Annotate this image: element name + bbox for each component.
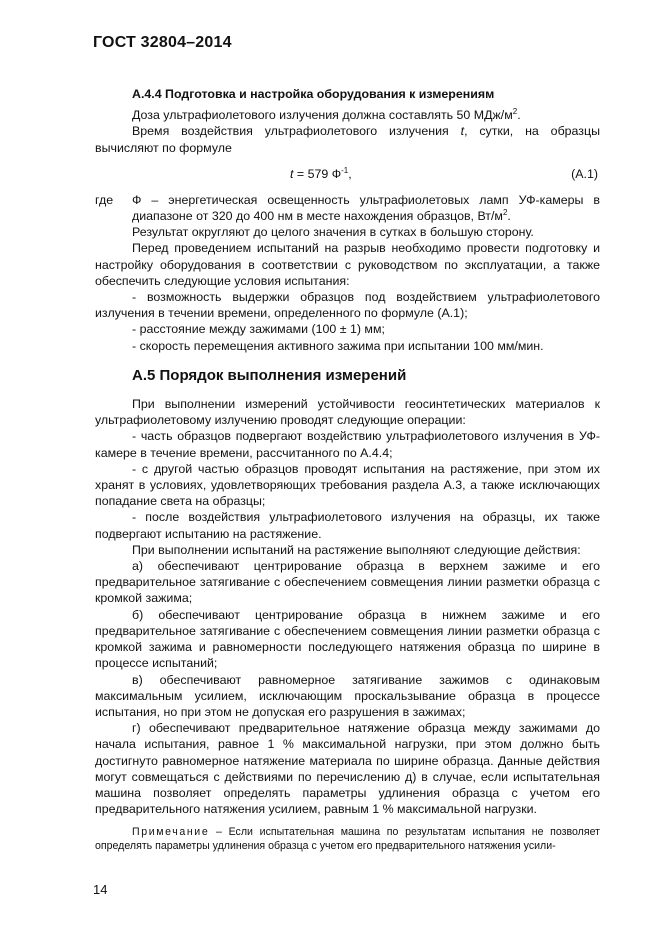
paragraph: При выполнении измерений устойчивости геосинтетических материалов к ультрафиолетовому излучению проводят следующие операции: — [95, 397, 600, 428]
list-item: - скорость перемещения активного зажима при испытании 100 мм/мин. — [132, 338, 544, 353]
list-item: - после воздействия ультрафиолетового излучения на образцы, их также подвергают испытанию на растяжение. — [95, 510, 600, 541]
where-word: где — [95, 192, 114, 207]
note-label: Примечание — [132, 826, 210, 839]
list-item: - часть образцов подвергают воздействию ультрафиолетового излучения в УФ-камере в течение времени, рассчитанного по А.4.4; — [95, 429, 600, 460]
paragraph: Время воздействия ультрафиолетового излучения t, сутки, на образцы вычисляют по формуле — [95, 124, 600, 155]
list-item: - возможность выдержки образцов под воздействием ультрафиолетового излучения в течении времени, определенного по формуле (А.1); — [95, 290, 600, 321]
enum-item-a: а) обеспечивают центрирование образца в верхнем зажиме и его предварительное затягивание с обеспечением совмещения линии разметки образца с кромкой зажима; — [95, 559, 600, 606]
formula-legend — [95, 192, 600, 224]
section-heading-a44: А.4.4 Подготовка и настройка оборудования к измерениям — [132, 87, 495, 101]
formula-line — [95, 166, 600, 182]
paragraph: При выполнении испытаний на растяжение выполняют следующие действия: — [132, 542, 581, 557]
page-body — [95, 86, 600, 853]
formula: t = 579 $Ф^{-1}$, — [290, 165, 352, 181]
paragraph: Перед проведением испытаний на разрыв необходимо провести подготовку и настройку оборудования в соответствии с руководством по эксплуатации, а также обеспечить следующие условия испытания: — [95, 241, 600, 288]
paragraph: Доза ультрафиолетового излучения должна составлять 50 МДж/$м^2$. — [132, 107, 521, 123]
note — [95, 825, 600, 853]
note-text: – Если испытательная машина по результатам испытания не позволяет определять параметры удлинения образца с учетом его предварительного натяжения усили- — [95, 826, 600, 853]
list-item: - расстояние между зажимами (100 ± 1) мм; — [132, 322, 385, 337]
paragraph: Результат округляют до целого значения в сутках в большую сторону. — [132, 225, 534, 240]
enum-item-d: г) обеспечивают предварительное натяжение образца между зажимами до начала испытания, равное 1 % максимальной нагрузки, при этом должно быть достигнуто равномерное натяжение материала по ширине образца. Данные действия могут совмещаться с действиями по перечислению д) в случае, если испытательная машина позволяет определять параметры удлинения образца с учетом его предварительного натяжения усилием, равным 1 % максимальной нагрузки. — [95, 721, 600, 817]
section-heading-a5: А.5 Порядок выполнения измерений — [132, 366, 407, 384]
where-text: Ф – энергетическая освещенность ультрафиолетовых ламп УФ-камеры в диапазоне от 320 до 400 нм в месте нахождения образцов, $Вт/м^2$. — [132, 192, 600, 224]
document-code: ГОСТ 32804–2014 — [93, 34, 232, 51]
enum-item-b: б) обеспечивают центрирование образца в нижнем зажиме и его предварительное затягивание с обеспечением совмещения линии разметки образца с кромкой зажима и равномерности последующего натяжения образца по ширине в процессе испытаний; — [95, 607, 600, 671]
page-number: 14 — [93, 882, 108, 897]
list-item: - с другой частью образцов проводят испытания на растяжение, при этом их хранят в условиях, удовлетворяющих требования раздела А.3, а также исключающих попадание света на образцы; — [95, 461, 600, 509]
enum-item-c: в) обеспечивают равномерное затягивание зажимов с одинаковым максимальным усилием, исключающим проскальзывание образца в процессе испытания, но при этом не допуская его разрушения в зажимах; — [95, 672, 600, 719]
formula-number: (А.1) — [571, 166, 598, 181]
